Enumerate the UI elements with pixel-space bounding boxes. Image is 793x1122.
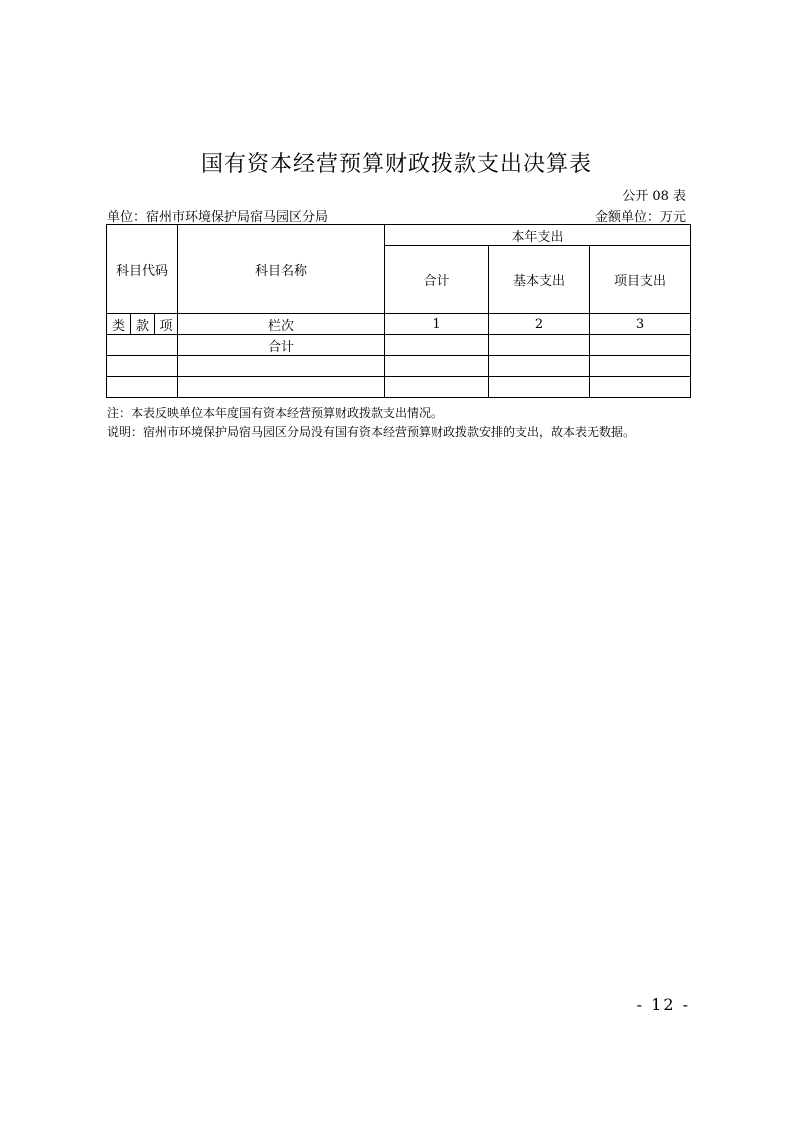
total-row-project — [590, 335, 691, 356]
project-column-header: 项目支出 — [590, 246, 691, 314]
table-row — [107, 356, 691, 377]
document-title: 国有资本经营预算财政拨款支出决算表 — [200, 152, 592, 177]
expenditure-table — [106, 224, 691, 398]
empty-cell — [178, 356, 385, 377]
empty-cell — [385, 377, 489, 398]
index-value-2: 2 — [489, 314, 590, 335]
total-row-code — [107, 335, 178, 356]
total-row-total — [385, 335, 489, 356]
form-code: 公开 08 表 — [622, 189, 686, 204]
index-row — [107, 314, 691, 335]
index-label: 栏次 — [178, 314, 385, 335]
empty-cell — [590, 377, 691, 398]
total-row — [107, 335, 691, 356]
empty-cell — [107, 377, 178, 398]
empty-cell — [489, 356, 590, 377]
table-explanation: 说明：宿州市环境保护局宿马园区分局没有国有资本经营预算财政拨款安排的支出，故本表无数据。 — [107, 425, 636, 439]
index-value-3: 3 — [590, 314, 691, 335]
current-year-header: 本年支出 — [385, 225, 691, 246]
table-row — [107, 377, 691, 398]
unit-label: 单位：宿州市环境保护局宿马园区分局 — [107, 210, 329, 225]
header-row-1 — [107, 225, 691, 246]
empty-cell — [178, 377, 385, 398]
total-row-label: 合计 — [178, 335, 385, 356]
empty-cell — [385, 356, 489, 377]
code-part-section: 款 — [131, 314, 155, 335]
page-number: - 12 - — [636, 995, 690, 1014]
empty-cell — [489, 377, 590, 398]
empty-cell — [590, 356, 691, 377]
empty-cell — [107, 356, 178, 377]
subject-code-header: 科目代码 — [107, 225, 178, 314]
table-note: 注：本表反映单位本年度国有资本经营预算财政拨款支出情况。 — [107, 406, 444, 420]
amount-unit-label: 金额单位：万元 — [594, 210, 686, 225]
total-column-header: 合计 — [385, 246, 489, 314]
total-row-basic — [489, 335, 590, 356]
code-part-category: 类 — [107, 314, 131, 335]
basic-column-header: 基本支出 — [489, 246, 590, 314]
code-part-item: 项 — [155, 314, 178, 335]
subject-name-header: 科目名称 — [178, 225, 385, 314]
index-value-1: 1 — [385, 314, 489, 335]
